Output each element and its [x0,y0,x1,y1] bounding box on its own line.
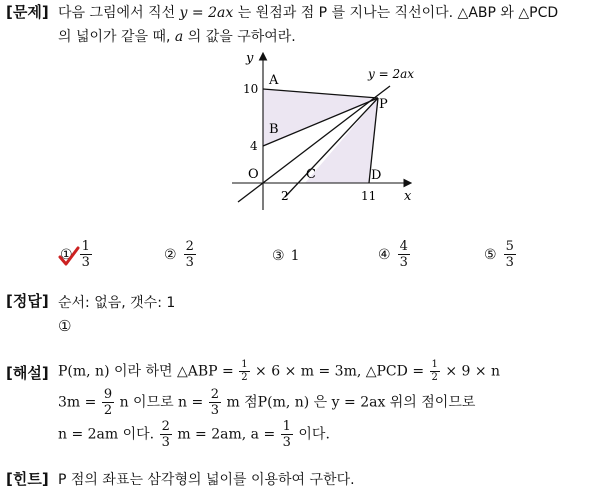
choice-number: ① [60,246,73,263]
tick-y10: 10 [243,82,259,96]
fraction: $\frac{2}{3}$ [210,387,219,418]
choice-2[interactable] [164,240,197,269]
line-label: y = 2ax [368,67,415,81]
choice-number: ④ [378,246,391,263]
line-equation: y = 2ax [179,5,234,21]
explanation-text: n = 2am 이다. [58,426,155,443]
fraction: $\frac{9}{2}$ [103,387,113,418]
answer-line-2: ① [58,317,72,335]
choice-fraction: $\frac{1}{3}$ [81,239,90,270]
problem-label: [문제] [6,3,49,21]
problem-text: 의 넓이가 같을 때, [58,29,171,45]
answer-label: [정답] [6,292,49,310]
explanation-text: n 이므로 n = [119,394,204,411]
point-d: D [371,168,382,183]
fraction: $\frac{1}{3}$ [282,419,291,450]
variable-a: a [174,29,184,45]
choice-number: ③ [272,248,285,264]
problem-text: 다음 그림에서 직선 [58,5,176,21]
fraction: $\frac{1}{2}$ [241,359,248,383]
tick-x2: 2 [281,189,289,203]
explanation-text: m = 2am, a = [177,426,276,443]
choice-3[interactable] [272,248,299,264]
explanation-line-2 [58,388,475,417]
explanation-label: [해설] [6,364,49,382]
tick-x11: 11 [361,189,377,203]
choice-fraction: $\frac{5}{3}$ [505,239,514,270]
point-c: C [306,167,316,182]
explanation-text: P(m, n) 이라 하면 △ABP = [58,363,234,380]
explanation-text: m 점P(m, n) 은 y = 2ax 위의 점이므로 [226,394,476,411]
point-p: P [379,97,388,112]
fraction: $\frac{2}{3}$ [161,419,170,450]
fraction: $\frac{1}{2}$ [431,359,438,383]
selected-check-icon [58,246,80,266]
explanation-line-3 [58,420,330,449]
y-axis-label: y [246,51,254,66]
point-a: A [269,73,279,88]
problem-line-1 [58,2,558,22]
x-axis-label: x [404,189,412,204]
choice-value: 1 [290,248,300,264]
hint-label: [힌트] [6,470,49,488]
answer-line-1: 순서: 없음, 갯수: 1 [58,295,176,311]
problem-text: 의 값을 구하여라. [187,29,296,45]
choice-number: ② [164,246,177,263]
problem-line-2 [58,26,296,46]
problem-text: 는 원점과 점 P 를 지나는 직선이다. △ABP 와 △PCD [237,5,559,21]
explanation-text: × 6 × m = 3m, △PCD = [255,363,425,380]
explanation-text: 3m = [58,394,97,411]
geometry-figure [228,50,438,210]
hint-text: P 점의 좌표는 삼각형의 넓이를 이용하여 구한다. [58,472,355,488]
choice-number: ⑤ [484,246,497,263]
choice-fraction: $\frac{4}{3}$ [399,239,408,270]
point-b: B [269,122,279,137]
explanation-text: 이다. [298,426,330,443]
explanation-line-1 [58,360,500,383]
choice-fraction: $\frac{2}{3}$ [185,239,194,270]
tick-y4: 4 [250,139,258,153]
origin-label: O [248,167,259,182]
choice-5[interactable] [484,240,517,269]
explanation-text: × 9 × n [445,363,501,380]
choice-4[interactable] [378,240,411,269]
